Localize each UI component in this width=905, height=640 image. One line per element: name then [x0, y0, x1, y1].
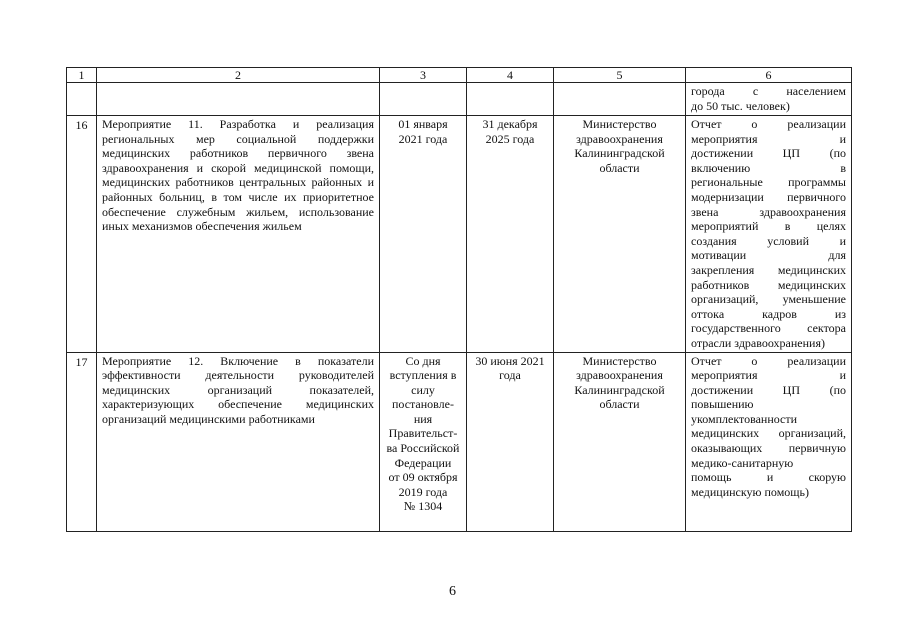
- result-line: отрасли здравоохранения): [691, 335, 825, 350]
- result-line: региональные программы: [691, 175, 846, 190]
- header-col-1: 1: [67, 68, 97, 83]
- start-line: № 1304: [403, 499, 443, 514]
- result-line: укомплектованности: [691, 411, 798, 426]
- header-col-3: 3: [380, 68, 467, 83]
- cell-result: [686, 116, 852, 353]
- cell-end: 31 декабря 2025 года: [467, 116, 554, 353]
- result-line: медико-санитарную: [691, 455, 794, 470]
- cell-num: 17: [67, 352, 97, 531]
- result-line: достижении ЦП (по: [691, 382, 846, 397]
- cell-event: [97, 83, 380, 116]
- result-line: мероприятий в целях: [691, 219, 846, 234]
- cell-result: [686, 83, 852, 116]
- result-line: мероприятия и: [691, 131, 846, 146]
- result-line: включению в: [691, 160, 846, 175]
- start-line: ния: [413, 411, 433, 426]
- start-line: силу: [411, 382, 435, 397]
- table-header-row: [67, 68, 852, 83]
- cell-start: [380, 352, 467, 531]
- cell-end: 30 июня 2021 года: [467, 352, 554, 531]
- cell-event: Мероприятие 12. Включение в показатели эффективности деятельности руководителей медицинских организаций показателей, характеризующих обеспечение медицинских организаций медицинскими работниками: [97, 352, 380, 531]
- result-line: Отчет о реализации: [691, 117, 846, 131]
- cell-start: [380, 83, 467, 116]
- result-line: звена здравоохранения: [691, 204, 846, 219]
- result-line: оказывающих первичную: [691, 441, 846, 456]
- cell-responsible: Министерство здравоохранения Калининградской области: [554, 352, 686, 531]
- result-line: организаций, уменьшение: [691, 292, 846, 307]
- cell-responsible: [554, 83, 686, 116]
- result-line: работников медицинских: [691, 277, 846, 292]
- start-line: постановле-: [391, 397, 454, 412]
- start-line: Правительст-: [388, 426, 458, 441]
- page-number: 6: [449, 584, 456, 599]
- cell-result: [686, 352, 852, 531]
- result-line: до 50 тыс. человек): [691, 98, 790, 113]
- start-line: Со дня: [405, 353, 441, 368]
- result-line: медицинскую помощь): [691, 484, 810, 499]
- result-line: государственного сектора: [691, 321, 846, 336]
- start-line: 2019 года: [398, 484, 448, 499]
- cell-event: Мероприятие 11. Разработка и реализация региональных мер социальной поддержки медицинских работников первичного звена здравоохранения и скорой медицинской помощи, медицинских работников центральных районных и районных больниц, в том числе их приоритетное обеспечение служебным жильем, использование иных механизмов обеспечения жильем: [97, 116, 380, 353]
- header-col-2: 2: [97, 68, 380, 83]
- result-line: повышению: [691, 397, 754, 412]
- cell-start: 01 января 2021 года: [380, 116, 467, 353]
- header-col-6: 6: [686, 68, 852, 83]
- cell-num: [67, 83, 97, 116]
- result-line: закрепления медицинских: [691, 262, 846, 277]
- events-table: [66, 67, 852, 532]
- result-line: модернизации первичного: [691, 189, 846, 204]
- result-line: создания условий и: [691, 233, 846, 248]
- start-line: Федерации: [394, 455, 452, 470]
- start-line: вступления в: [389, 368, 457, 383]
- cell-num: 16: [67, 116, 97, 353]
- result-line: города с населением: [691, 84, 846, 98]
- header-col-4: 4: [467, 68, 554, 83]
- result-line: Отчет о реализации: [691, 353, 846, 368]
- header-col-5: 5: [554, 68, 686, 83]
- result-line: мероприятия и: [691, 368, 846, 383]
- table-row-continuation: [67, 83, 852, 116]
- start-line: от 09 октября: [388, 470, 458, 485]
- table-row-16: [67, 116, 852, 353]
- result-line: достижении ЦП (по: [691, 146, 846, 161]
- table-row-17: [67, 352, 852, 531]
- result-line: медицинских организаций,: [691, 426, 846, 441]
- cell-responsible: Министерство здравоохранения Калининградской области: [554, 116, 686, 353]
- result-line: помощь и скорую: [691, 470, 846, 485]
- result-line: мотивации для: [691, 248, 846, 263]
- start-line: ва Российской: [386, 441, 460, 456]
- cell-end: [467, 83, 554, 116]
- result-line: оттока кадров из: [691, 306, 846, 321]
